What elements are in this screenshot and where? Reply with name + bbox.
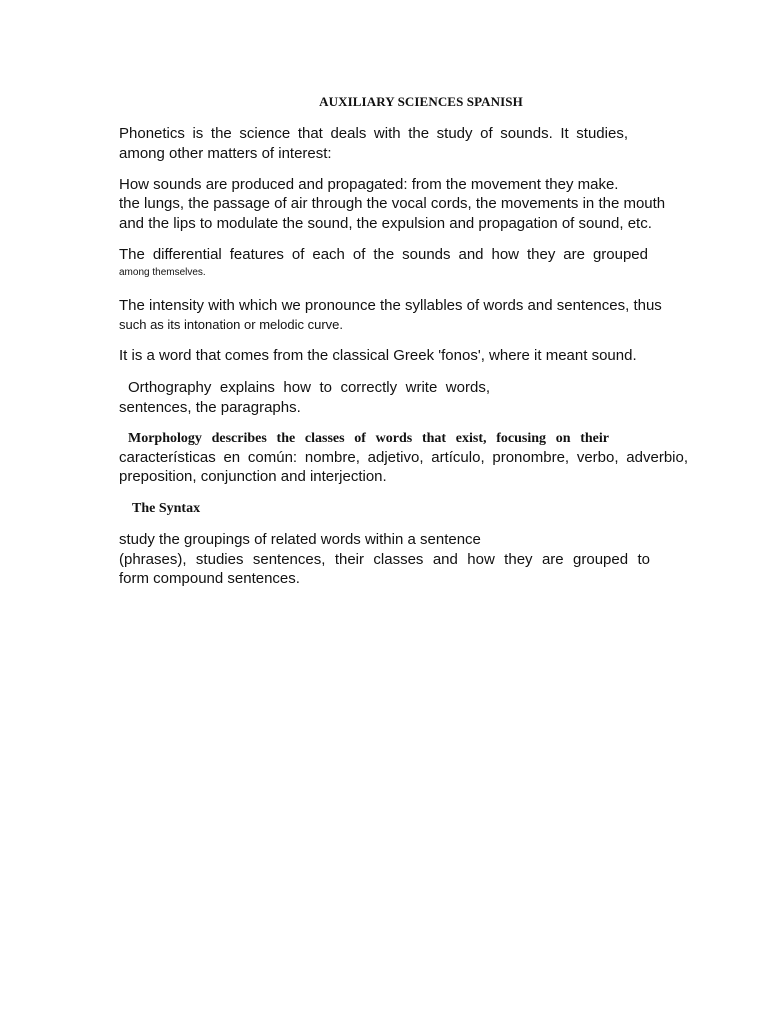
phonetics-line-1: Phonetics is the science that deals with the study of sounds. It studies, [119,125,628,142]
differential-line-1: The differential features of each of the sounds and how they are grouped [119,246,648,263]
orthography-line-1: Orthography explains how to correctly write words, [128,379,490,396]
syntax-line-2: (phrases), studies sentences, their classes and how they are grouped to [119,551,650,568]
orthography-line-2: sentences, the paragraphs. [119,399,301,416]
production-line-2: the lungs, the passage of air through the vocal cords, the movements in the mouth [119,195,666,212]
phonetics-line-2: among other matters of interest: [119,145,332,162]
morphology-line-3: preposition, conjunction and interjection. [119,468,387,485]
morphology-line-2: características en común: nombre, adjetivo, artículo, pronombre, verbo, adverbio, [119,449,688,466]
syntax-line-1: study the groupings of related words within a sentence [119,531,481,548]
document-title: AUXILIARY SCIENCES SPANISH [319,94,523,109]
morphology-line-1: Morphology describes the classes of words that exist, focusing on their [128,431,609,446]
syntax-line-3: form compound sentences. [119,570,300,587]
syntax-heading: The Syntax [132,501,201,516]
production-line-1: How sounds are produced and propagated: from the movement they make. [119,176,619,193]
greek-origin-line: It is a word that comes from the classical Greek 'fonos', where it meant sound. [119,347,637,364]
intensity-line-2: such as its intonation or melodic curve. [119,317,343,332]
production-line-3: and the lips to modulate the sound, the expulsion and propagation of sound, etc. [119,215,652,232]
differential-line-2: among themselves. [119,267,206,278]
intensity-line-1: The intensity with which we pronounce the syllables of words and sentences, thus [119,297,662,314]
